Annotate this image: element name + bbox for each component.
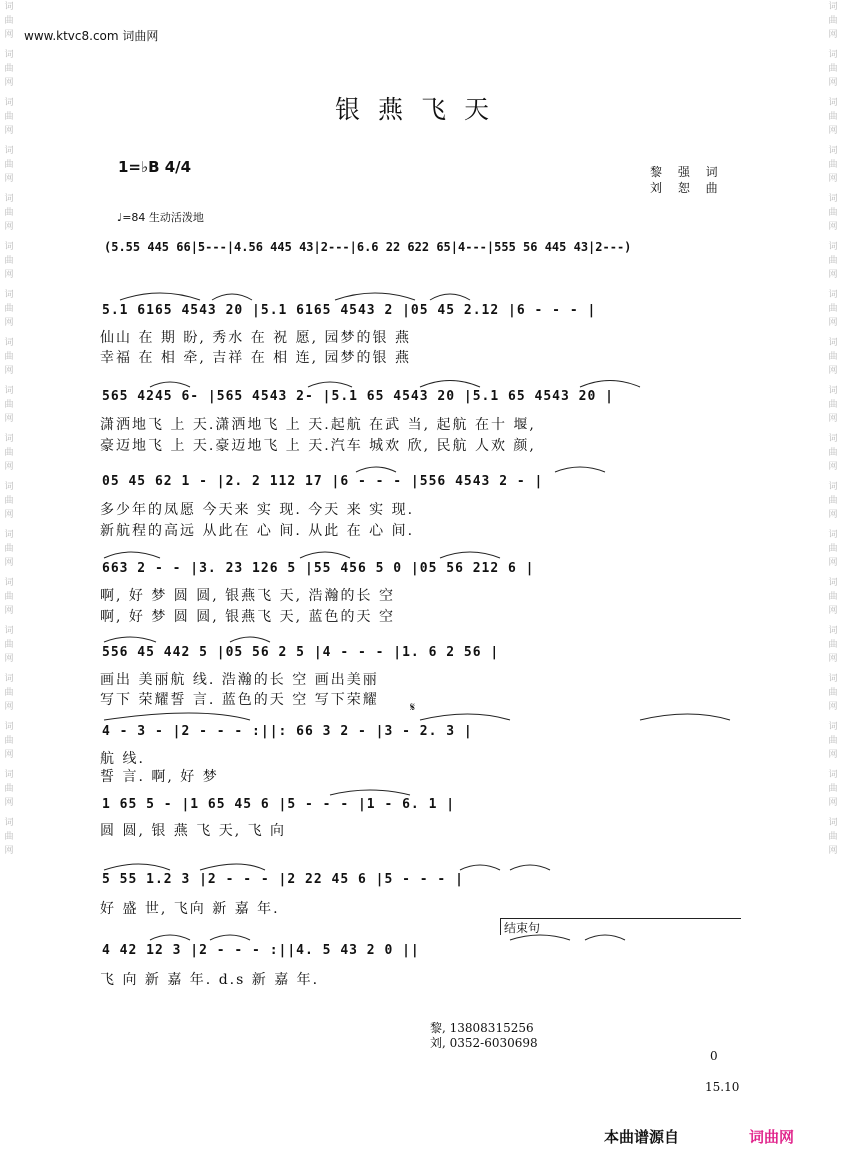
- contact-lyricist: 黎, 13808315256: [430, 1021, 534, 1035]
- watermark-text: 词曲网: [828, 338, 838, 376]
- ending-label: 结束句: [504, 921, 541, 935]
- system-9-notes: 4 42 12 3 |2 - - - :||4. 5 43 2 0 ||: [102, 943, 420, 958]
- system-6-lyric-2: 誓 言. 啊, 好 梦: [100, 769, 219, 785]
- system-9-lyric-1: 飞 向 新 嘉 年. d.s 新 嘉 年.: [100, 972, 320, 988]
- lyricist-credit: 黎 强 词: [650, 165, 724, 179]
- system-2-lyric-1: 潇洒地飞 上 天.潇洒地飞 上 天.起航 在武 当, 起航 在十 堰,: [100, 417, 536, 433]
- watermark-text: 词曲网: [4, 242, 14, 280]
- system-8-notes: 5 55 1.2 3 |2 - - - |2 22 45 6 |5 - - - |: [102, 872, 464, 887]
- watermark-text: 词曲网: [4, 482, 14, 520]
- watermark-text: 词曲网: [828, 674, 838, 712]
- composer-credit: 刘 恕 曲: [650, 181, 724, 195]
- watermark-text: 词曲网: [828, 770, 838, 808]
- system-1-lyric-1: 仙山 在 期 盼, 秀水 在 祝 愿, 园梦的银 燕: [100, 330, 411, 346]
- watermark-text: 词曲网: [828, 290, 838, 328]
- system-1-notes: 5.1 6165 4543 20 |5.1 6165 4543 2 |05 45 2.12 |6 - - - |: [102, 303, 597, 318]
- system-5-notes: 556 45 442 5 |05 56 2 5 |4 - - - |1. 6 2 56 |: [102, 645, 500, 660]
- key-signature: 1=♭B 4/4: [118, 158, 192, 176]
- system-6-notes: 4 - 3 - |2 - - - :||: 66 3 2 - |3 - 2. 3 |: [102, 724, 473, 739]
- song-title: 银燕飞天: [334, 95, 507, 124]
- system-2-lyric-2: 豪迈地飞 上 天.豪迈地飞 上 天.汽车 城欢 欣, 民航 人欢 颜,: [100, 438, 536, 454]
- system-4-lyric-1: 啊, 好 梦 圆 圆, 银燕飞 天, 浩瀚的长 空: [100, 588, 395, 604]
- system-3-lyric-2: 新航程的高远 从此在 心 间. 从此 在 心 间.: [100, 523, 415, 539]
- watermark-text: 词曲网: [4, 434, 14, 472]
- watermark-text: 词曲网: [828, 98, 838, 136]
- watermark-text: 词曲网: [828, 50, 838, 88]
- contact-composer: 刘, 0352-6030698: [430, 1036, 538, 1050]
- segno-sign: 𝄋: [410, 700, 416, 714]
- watermark-text: 词曲网: [828, 242, 838, 280]
- watermark-text: 词曲网: [4, 2, 14, 40]
- watermark-text: 词曲网: [828, 146, 838, 184]
- system-1-lyric-2: 幸福 在 相 牵, 吉祥 在 相 连, 园梦的银 燕: [100, 350, 411, 366]
- watermark-text: 词曲网: [828, 626, 838, 664]
- watermark-text: 词曲网: [4, 50, 14, 88]
- system-7-notes: 1 65 5 - |1 65 45 6 |5 - - - |1 - 6. 1 |: [102, 797, 456, 812]
- system-3-notes: 05 45 62 1 - |2. 2 112 17 |6 - - - |556 4543 2 - |: [102, 474, 544, 489]
- date-mark: 15.10: [705, 1080, 740, 1094]
- system-8-lyric-1: 好 盛 世, 飞向 新 嘉 年.: [100, 901, 280, 917]
- system-5-lyric-1: 画出 美丽航 线. 浩瀚的长 空 画出美丽: [100, 672, 379, 688]
- watermark-text: 词曲网: [4, 194, 14, 232]
- watermark-text: 词曲网: [4, 722, 14, 760]
- tempo-marking: ♩=84 生动活泼地: [117, 211, 204, 224]
- system-4-lyric-2: 啊, 好 梦 圆 圆, 银燕飞 天, 蓝色的天 空: [100, 609, 395, 625]
- watermark-text: 词曲网: [4, 818, 14, 856]
- watermark-text: 词曲网: [4, 578, 14, 616]
- watermark-text: 词曲网: [828, 386, 838, 424]
- watermark-text: 词曲网: [4, 770, 14, 808]
- watermark-text: 词曲网: [828, 530, 838, 568]
- watermark-text: 词曲网: [4, 530, 14, 568]
- site-url[interactable]: www.ktvc8.com 词曲网: [24, 29, 159, 43]
- watermark-text: 词曲网: [828, 194, 838, 232]
- watermark-text: 词曲网: [828, 818, 838, 856]
- system-7-lyric-1: 圆 圆, 银 燕 飞 天, 飞 向: [100, 823, 287, 839]
- watermark-text: 词曲网: [4, 146, 14, 184]
- watermark-text: 词曲网: [4, 674, 14, 712]
- brand-link[interactable]: 词曲网: [749, 1128, 795, 1146]
- system-6-lyric-1: 航 线.: [100, 751, 145, 767]
- watermark-text: 词曲网: [828, 722, 838, 760]
- system-4-notes: 663 2 - - |3. 23 126 5 |55 456 5 0 |05 56 212 6 |: [102, 561, 535, 576]
- watermark-text: 词曲网: [4, 338, 14, 376]
- source-label: 本曲谱源自: [604, 1128, 680, 1146]
- watermark-text: 词曲网: [4, 386, 14, 424]
- system-5-lyric-2: 写下 荣耀誓 言. 蓝色的天 空 写下荣耀: [100, 692, 379, 708]
- intro-notes: (5.55 445 66|5---|4.56 445 43|2---|6.6 22 622 65|4---|555 56 445 43|2---): [104, 240, 632, 254]
- watermark-text: 词曲网: [4, 626, 14, 664]
- watermark-text: 词曲网: [4, 290, 14, 328]
- watermark-text: 词曲网: [4, 98, 14, 136]
- system-2-notes: 565 4245 6- |565 4543 2- |5.1 65 4543 20 |5.1 65 4543 20 |: [102, 389, 614, 404]
- watermark-text: 词曲网: [828, 578, 838, 616]
- system-3-lyric-1: 多少年的凤愿 今天来 实 现. 今天 来 实 现.: [100, 502, 415, 518]
- watermark-text: 词曲网: [828, 2, 838, 40]
- watermark-text: 词曲网: [828, 434, 838, 472]
- watermark-text: 词曲网: [828, 482, 838, 520]
- page-mark: 0: [710, 1049, 718, 1063]
